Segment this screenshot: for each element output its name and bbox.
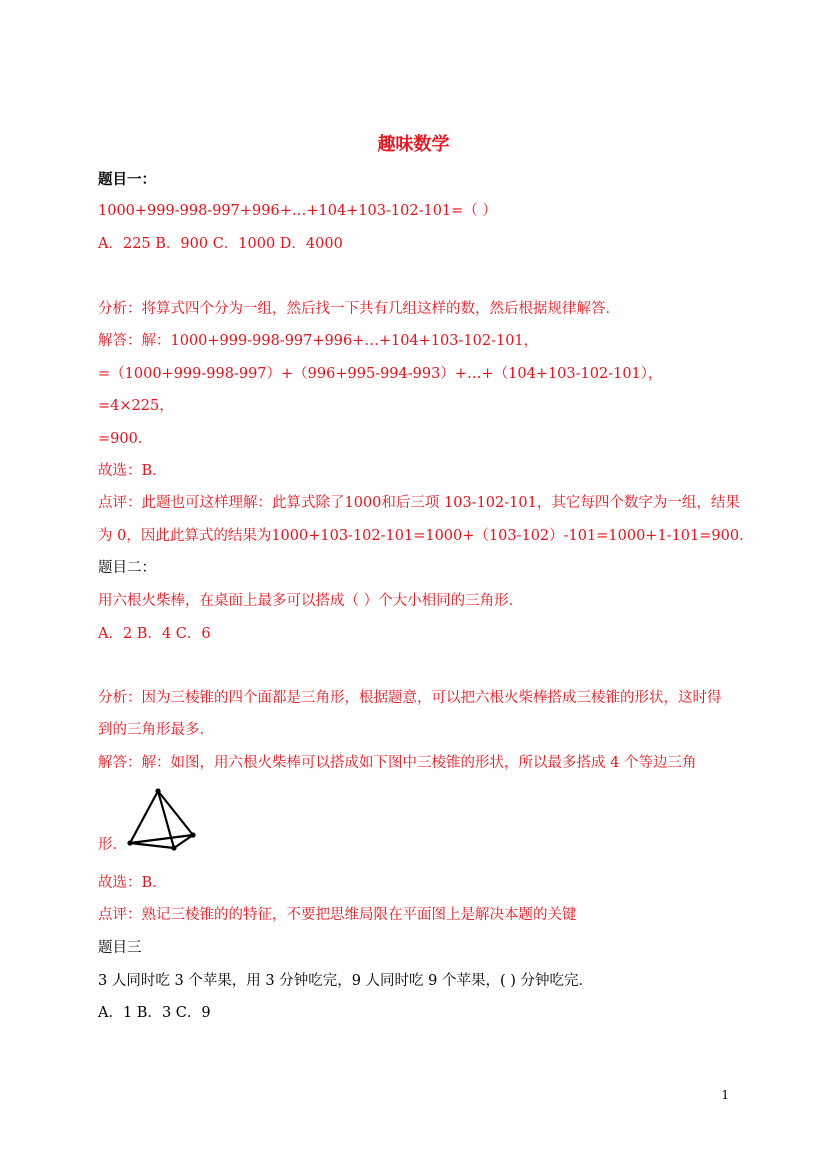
q3-question: 3 人同时吃 3 个苹果，用 3 分钟吃完，9 人同时吃 9 个苹果，( ) 分钟吃完． <box>98 973 594 989</box>
q2-options: A．2 B．4 C．6 <box>98 626 211 642</box>
q1-options: A．225 B．900 C．1000 D．4000 <box>98 236 343 252</box>
q2-analysis-line-2: 到的三角形最多． <box>98 722 214 738</box>
q2-question: 用六根火柴棒，在桌面上最多可以搭成（ ）个大小相同的三角形． <box>98 593 524 609</box>
q2-choice: 故选：B． <box>98 875 167 891</box>
q2-answer-line-2: 形． <box>98 837 127 853</box>
q2-comment: 点评：熟记三棱锥的的特征，不要把思维局限在平面图上是解决本题的关键 <box>98 907 577 923</box>
q1-answer-line-4: =900． <box>98 431 153 447</box>
q1-heading: 题目一： <box>98 171 156 188</box>
q1-comment-line-2: 为 0，因此此算式的结果为1000+103-102-101=1000+（103-102）-101=1000+1-101=900． <box>98 528 754 544</box>
q1-comment-line-1: 点评：此题也可这样理解：此算式除了1000和后三项 103-102-101，其它每四个数字为一组，结果 <box>98 495 740 511</box>
q2-answer-line-1: 解答：解：如图，用六根火柴棒可以搭成如下图中三棱锥的形状，所以最多搭成 4 个等边三角 <box>98 755 697 771</box>
page-title: 趣味数学 <box>377 134 450 155</box>
page-number: 1 <box>721 1088 729 1102</box>
q3-heading: 题目三 <box>98 940 142 956</box>
q1-choice: 故选：B． <box>98 463 167 479</box>
q3-options: A．1 B．3 C．9 <box>98 1005 211 1021</box>
q2-heading: 题目二： <box>98 560 156 576</box>
q1-analysis: 分析：将算式四个分为一组，然后找一下共有几组这样的数，然后根据规律解答． <box>98 301 620 317</box>
q1-answer-line-2: =（1000+999-998-997）+（996+995-994-993）+…+（104+103-102-101）， <box>98 366 663 382</box>
q2-analysis-line-1: 分析：因为三棱锥的四个面都是三角形，根据题意，可以把六根火柴棒搭成三棱锥的形状，这时得 <box>98 690 722 706</box>
triangular-pyramid-figure <box>126 787 201 853</box>
q1-answer-line-1: 解答：解：1000+999-998-997+996+…+104+103-102-101， <box>98 333 539 349</box>
q1-question: 1000+999-998-997+996+…+104+103-102-101=（ ） <box>98 203 497 219</box>
q1-answer-line-3: =4×225， <box>98 398 174 414</box>
